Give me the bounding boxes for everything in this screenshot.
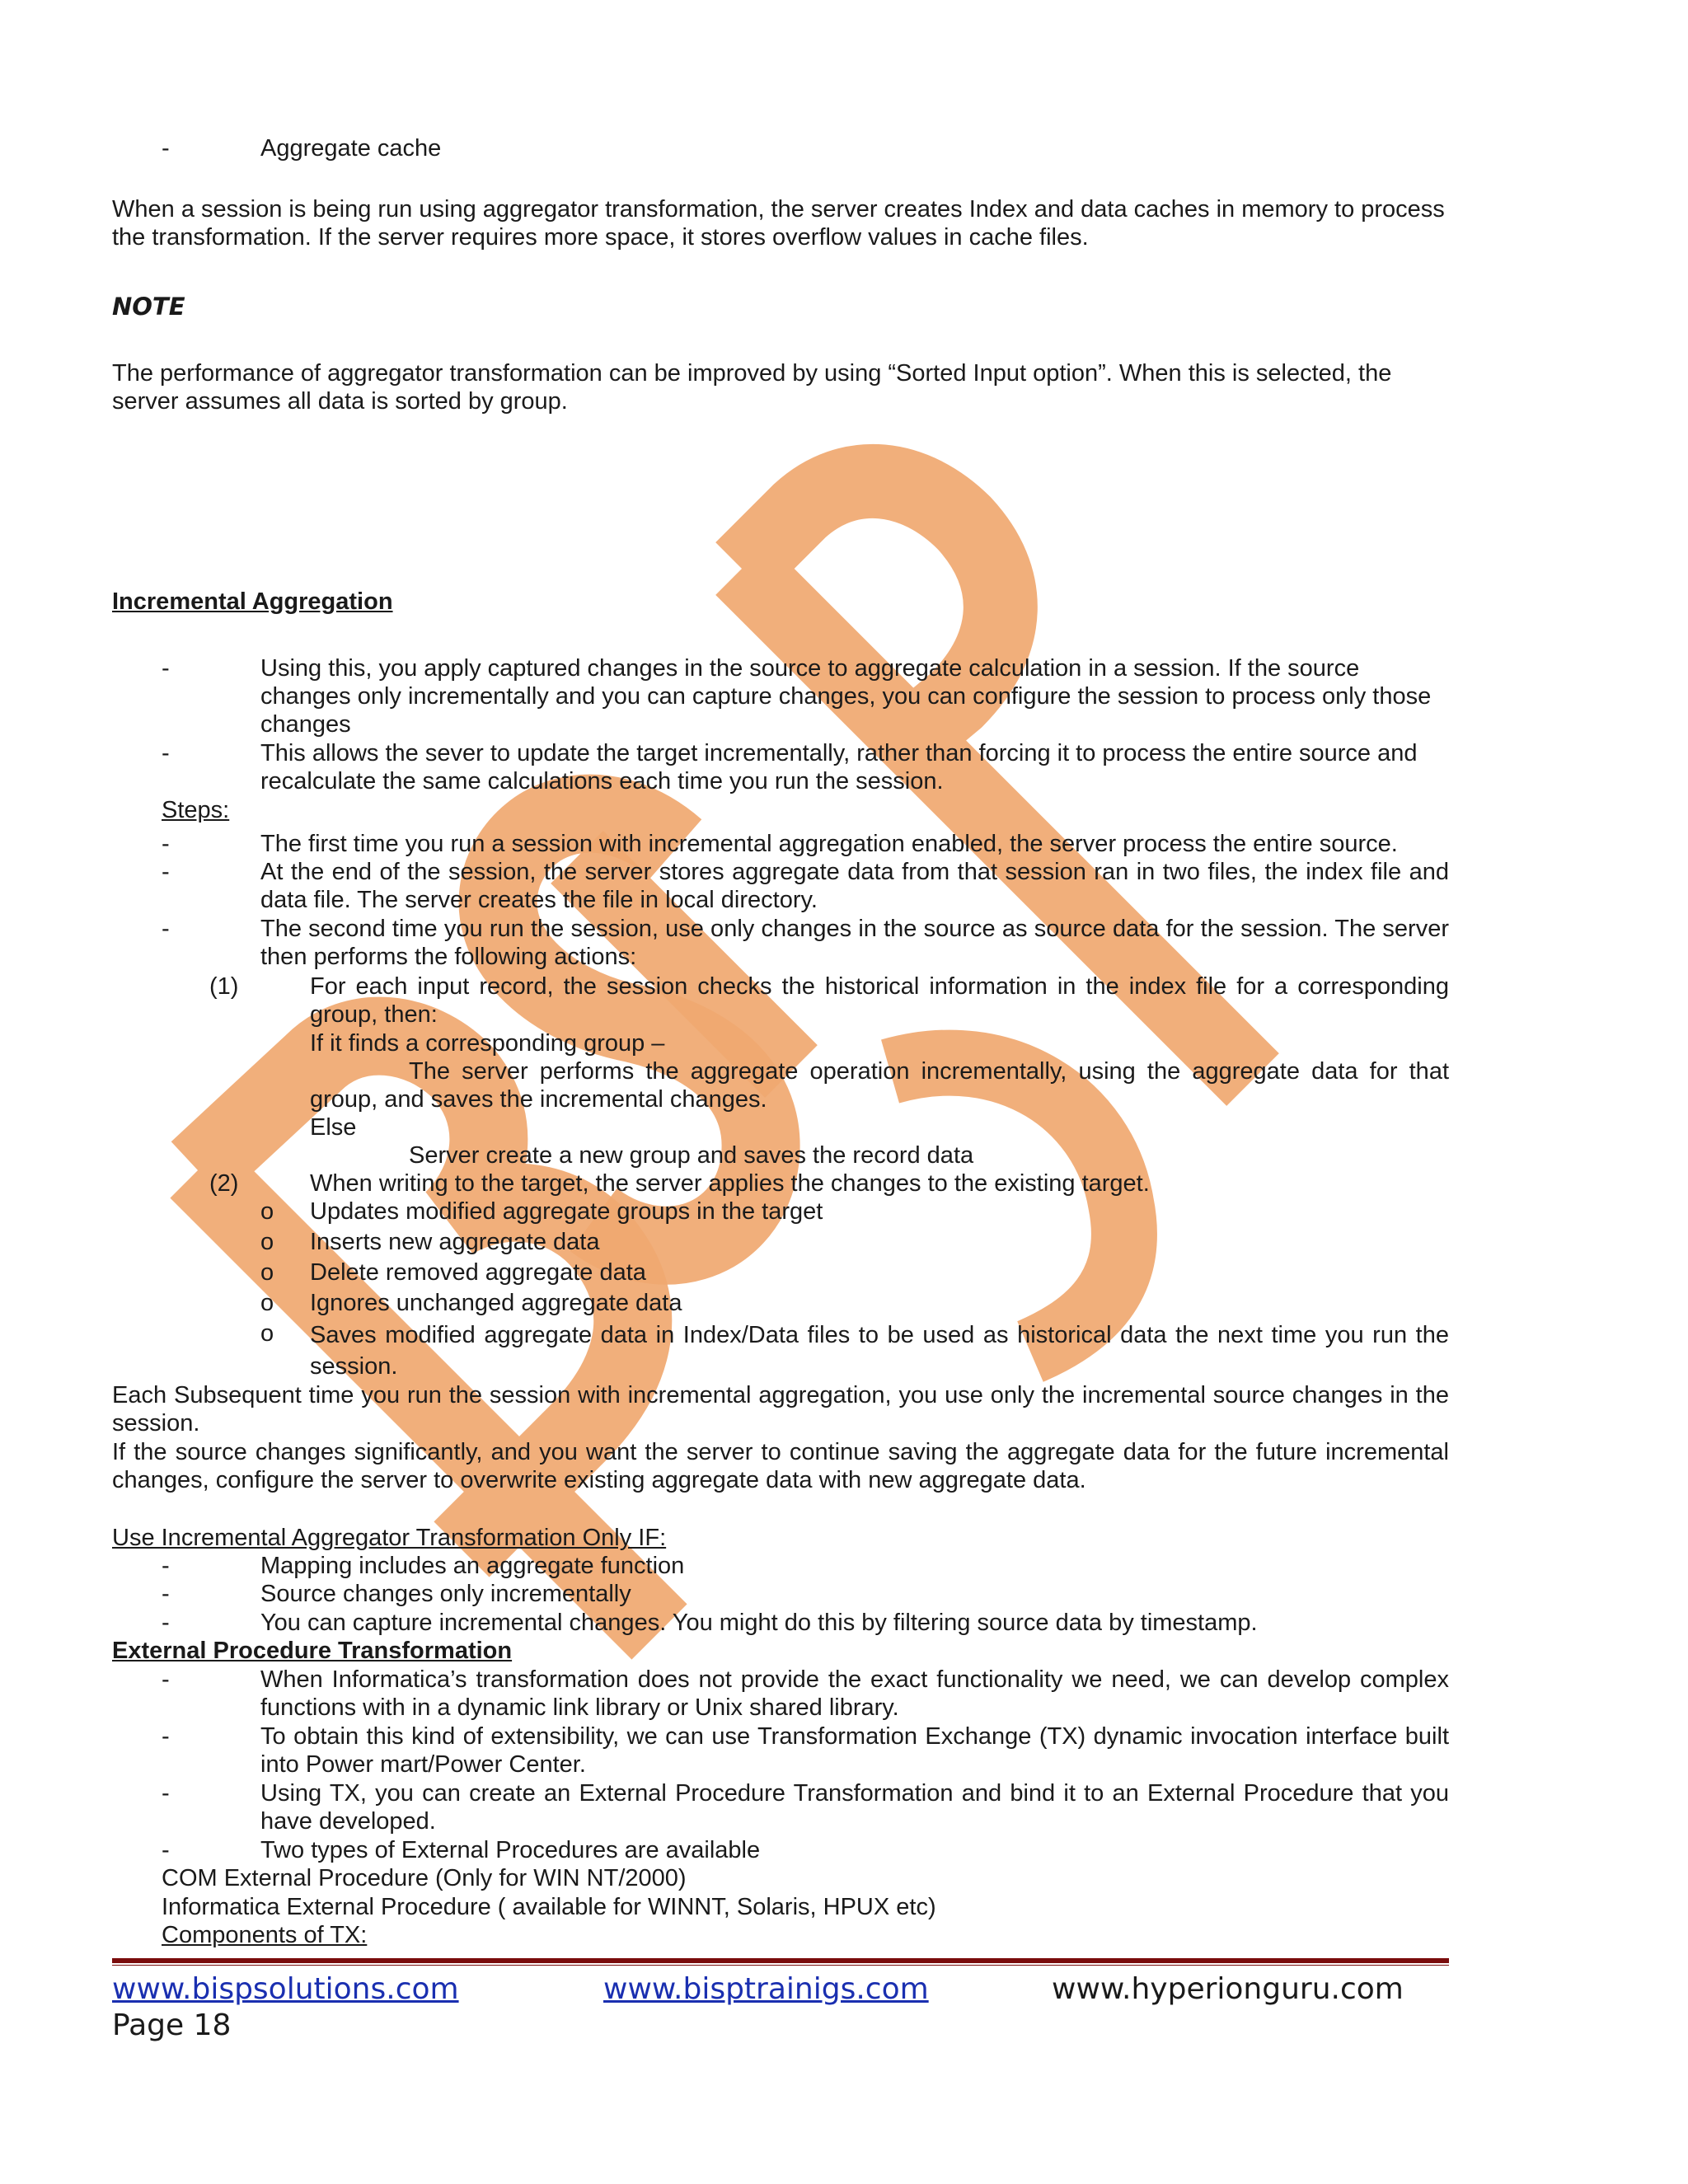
circle-bullet: o bbox=[260, 1320, 274, 1347]
subsequent-paragraph: Each Subsequent time you run the session with incremental aggregation, you use only the incremental source changes in the session. bbox=[112, 1382, 1449, 1436]
step-item: The second time you run the session, use only changes in the source as source data for the session. The server then performs the following actions: bbox=[260, 916, 1449, 970]
incremental-aggregation-heading: Incremental Aggregation bbox=[112, 588, 393, 615]
circle-bullet: o bbox=[260, 1259, 274, 1286]
circle-bullet: o bbox=[260, 1290, 274, 1316]
action-text: For each input record, the session checks the historical information in the index file for a corresponding group, then: bbox=[310, 973, 1449, 1028]
bullet-dash: - bbox=[162, 740, 170, 766]
external-procedure-heading: External Procedure Transformation bbox=[112, 1638, 513, 1664]
list-item: Ignores unchanged aggregate data bbox=[310, 1290, 682, 1316]
list-item: When Informatica’s transformation does not provide the exact functionality we need, we can develop complex functions with in a dynamic link library or Unix shared library. bbox=[260, 1666, 1449, 1721]
footer-divider bbox=[112, 1958, 1449, 1963]
bullet-dash: - bbox=[162, 1581, 170, 1607]
bullet-dash: - bbox=[162, 1723, 170, 1750]
list-item: This allows the sever to update the target incrementally, rather than forcing it to process the entire source and recalculate the same calculations each time you run the session. bbox=[260, 740, 1418, 794]
list-item: To obtain this kind of extensibility, we can use Transformation Exchange (TX) dynamic invocation interface built into Power mart/Power Center. bbox=[260, 1723, 1449, 1778]
bullet-dash: - bbox=[162, 1837, 170, 1863]
if-finds-text: If it finds a corresponding group – bbox=[310, 1030, 665, 1057]
list-item: Mapping includes an aggregate function bbox=[260, 1553, 685, 1579]
bullet-dash: - bbox=[162, 1553, 170, 1579]
action-number: (2) bbox=[209, 1170, 239, 1197]
components-label: Components of TX: bbox=[162, 1922, 368, 1948]
list-item: Saves modified aggregate data in Index/Data files to be used as historical data the next time you run the session. bbox=[310, 1322, 1449, 1380]
list-item: You can capture incremental changes. You might do this by filtering source data by timestamp. bbox=[260, 1610, 1258, 1636]
bullet-dash: - bbox=[162, 831, 170, 857]
create-group-text: Server create a new group and saves the record data bbox=[409, 1142, 974, 1169]
bispsolutions-link[interactable]: www.bispsolutions.com bbox=[112, 1972, 459, 2006]
intro-paragraph: When a session is being run using aggregator transformation, the server creates Index and data caches in memory to process the transformation. If the server requires more space, it stores overflow values in cache files. bbox=[112, 196, 1445, 251]
action-text: When writing to the target, the server applies the changes to the existing target. bbox=[310, 1170, 1150, 1197]
circle-bullet: o bbox=[260, 1198, 274, 1225]
note-label: NOTE bbox=[112, 293, 185, 321]
list-item: Using TX, you can create an External Procedure Transformation and bind it to an External Procedure that you have developed. bbox=[260, 1780, 1449, 1835]
list-item: Delete removed aggregate data bbox=[310, 1259, 646, 1286]
use-only-if-label: Use Incremental Aggregator Transformation Only IF: bbox=[112, 1525, 667, 1551]
com-external-procedure: COM External Procedure (Only for WIN NT/2000) bbox=[162, 1865, 687, 1891]
steps-label: Steps: bbox=[162, 797, 230, 823]
sorted-input-paragraph: The performance of aggregator transformation can be improved by using “Sorted Input option”. When this is selected, the server assumes all data is sorted by group. bbox=[112, 360, 1392, 415]
bullet-dash: - bbox=[162, 1610, 170, 1636]
bullet-dash: - bbox=[162, 916, 170, 942]
list-item: Inserts new aggregate data bbox=[310, 1229, 600, 1255]
else-label: Else bbox=[310, 1114, 357, 1141]
aggregate-cache-item: Aggregate cache bbox=[260, 135, 442, 162]
circle-bullet: o bbox=[260, 1229, 274, 1255]
list-item: Source changes only incrementally bbox=[260, 1581, 631, 1607]
list-item: Using this, you apply captured changes in the source to aggregate calculation in a session. If the source changes only incrementally and you can capture changes, you can configure the session to process only those changes bbox=[260, 655, 1432, 738]
bullet-dash: - bbox=[162, 859, 170, 885]
hyperionguru-text: www.hyperionguru.com bbox=[1052, 1972, 1404, 2006]
step-item: The first time you run a session with incremental aggregation enabled, the server process the entire source. bbox=[260, 831, 1398, 857]
list-item: Two types of External Procedures are available bbox=[260, 1837, 761, 1863]
performs-text: The server performs the aggregate operation incrementally, using the aggregate data for that bbox=[409, 1058, 1449, 1085]
step-item: At the end of the session, the server stores aggregate data from that session ran in two files, the index file and data file. The server creates the file in local directory. bbox=[260, 859, 1449, 913]
significant-paragraph: If the source changes significantly, and you want the server to continue saving the aggregate data for the future incremental changes, configure the server to overwrite existing aggregate data with new aggregate data. bbox=[112, 1439, 1449, 1493]
bullet-dash: - bbox=[162, 1780, 170, 1807]
list-item: Updates modified aggregate groups in the target bbox=[310, 1198, 823, 1225]
footer-divider-thin bbox=[112, 1965, 1449, 1966]
bisptrainigs-link[interactable]: www.bisptrainigs.com bbox=[603, 1972, 929, 2006]
bullet-dash: - bbox=[162, 135, 170, 162]
performs-text-cont: group, and saves the incremental changes. bbox=[310, 1086, 767, 1113]
action-number: (1) bbox=[209, 973, 239, 1000]
page-number: Page 18 bbox=[112, 2008, 232, 2042]
bullet-dash: - bbox=[162, 1666, 170, 1693]
bullet-dash: - bbox=[162, 655, 170, 682]
informatica-external-procedure: Informatica External Procedure ( available for WINNT, Solaris, HPUX etc) bbox=[162, 1894, 936, 1920]
